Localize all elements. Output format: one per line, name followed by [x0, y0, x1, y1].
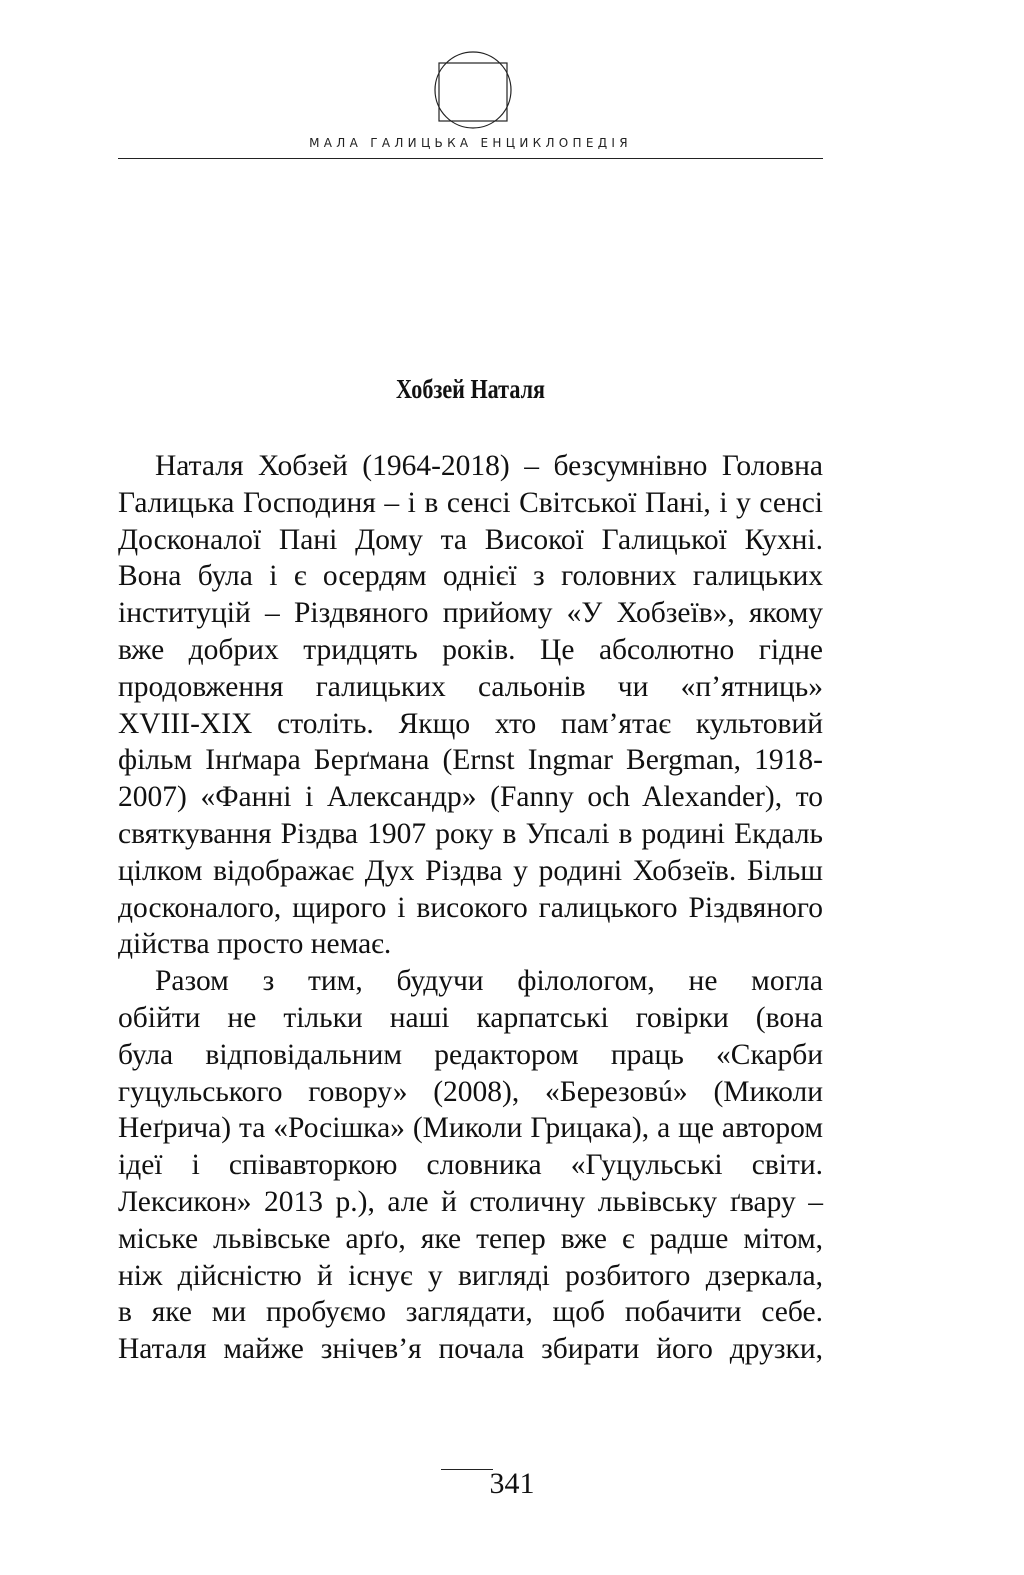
text-line: гуцульського говору» (2008), «Березовú» (Миколи [118, 1075, 823, 1108]
text-line: ідеї і співавторкою словника «Гуцульські світи. [118, 1149, 823, 1182]
text-line: ніж дійсністю й існує у вигляді розбитого дзеркала, [118, 1259, 823, 1292]
text-line: обійти не тільки наші карпатські говірки (вона [118, 1001, 823, 1034]
text-line: фільм Інґмара Берґмана (Ernst Ingmar Bergman, 1918- [118, 744, 823, 777]
text-line: Наталя Хобзей (1964-2018) – безсумнівно Головна [155, 450, 823, 482]
text-line: XVIII-XIX століть. Якщо хто пам’ятає культовий [118, 707, 823, 740]
text-line: святкування Різдва 1907 року в Упсалі в родині Екдаль [118, 817, 823, 850]
text-line: Разом з тим, будучи філологом, не могла [155, 965, 823, 998]
text-line: інституцій – Різдвяного прийому «У Хобзеїв», якому [118, 597, 823, 630]
text-line: цілком відображає Дух Різдва у родині Хобзеїв. Більш [118, 854, 823, 887]
running-header: МАЛА ГАЛИЦЬКА ЕНЦИКЛОПЕДІЯ [309, 136, 632, 150]
paragraph-2 [118, 963, 823, 1368]
circle-square-emblem-icon [433, 50, 513, 130]
text-line: Наталя майже знічев’я почала збирати його друзки, [118, 1333, 823, 1366]
text-line: 2007) «Фанні і Александр» (Fanny och Alexander), то [118, 781, 823, 814]
text-line: досконалого, щирого і високого галицького Різдвяного [118, 891, 823, 924]
text-line: продовження галицьких сальонів чи «п’ятниць» [118, 670, 823, 703]
text-line: дійства просто немає. [118, 928, 392, 961]
text-line: вже добрих тридцять років. Це абсолютно гідне [118, 633, 823, 666]
text-line: Галицька Господиня – і в сенсі Світської Пані, і у сенсі [118, 486, 823, 519]
page-number: 341 [489, 1467, 535, 1500]
text-line: Вона була і є осердям однієї з головних галицьких [118, 560, 823, 593]
text-line: міське львівське арґо, яке тепер вже є радше мітом, [118, 1222, 823, 1255]
text-line: в яке ми пробуємо заглядати, щоб побачити себе. [118, 1296, 823, 1329]
text-line: була відповідальним редактором праць «Скарби [118, 1038, 823, 1071]
header-rule [118, 158, 823, 159]
text-line: Лексикон» 2013 р.), але й столичну львівську ґвару – [118, 1185, 823, 1218]
article-title: Хобзей Наталя [395, 374, 545, 404]
text-line: Неґрича) та «Росішка» (Миколи Грицака), а ще автором [118, 1112, 823, 1145]
paragraph-1 [118, 448, 823, 963]
article-body [118, 448, 823, 1368]
text-line: Досконалої Пані Дому та Високої Галицької Кухні. [118, 523, 823, 556]
